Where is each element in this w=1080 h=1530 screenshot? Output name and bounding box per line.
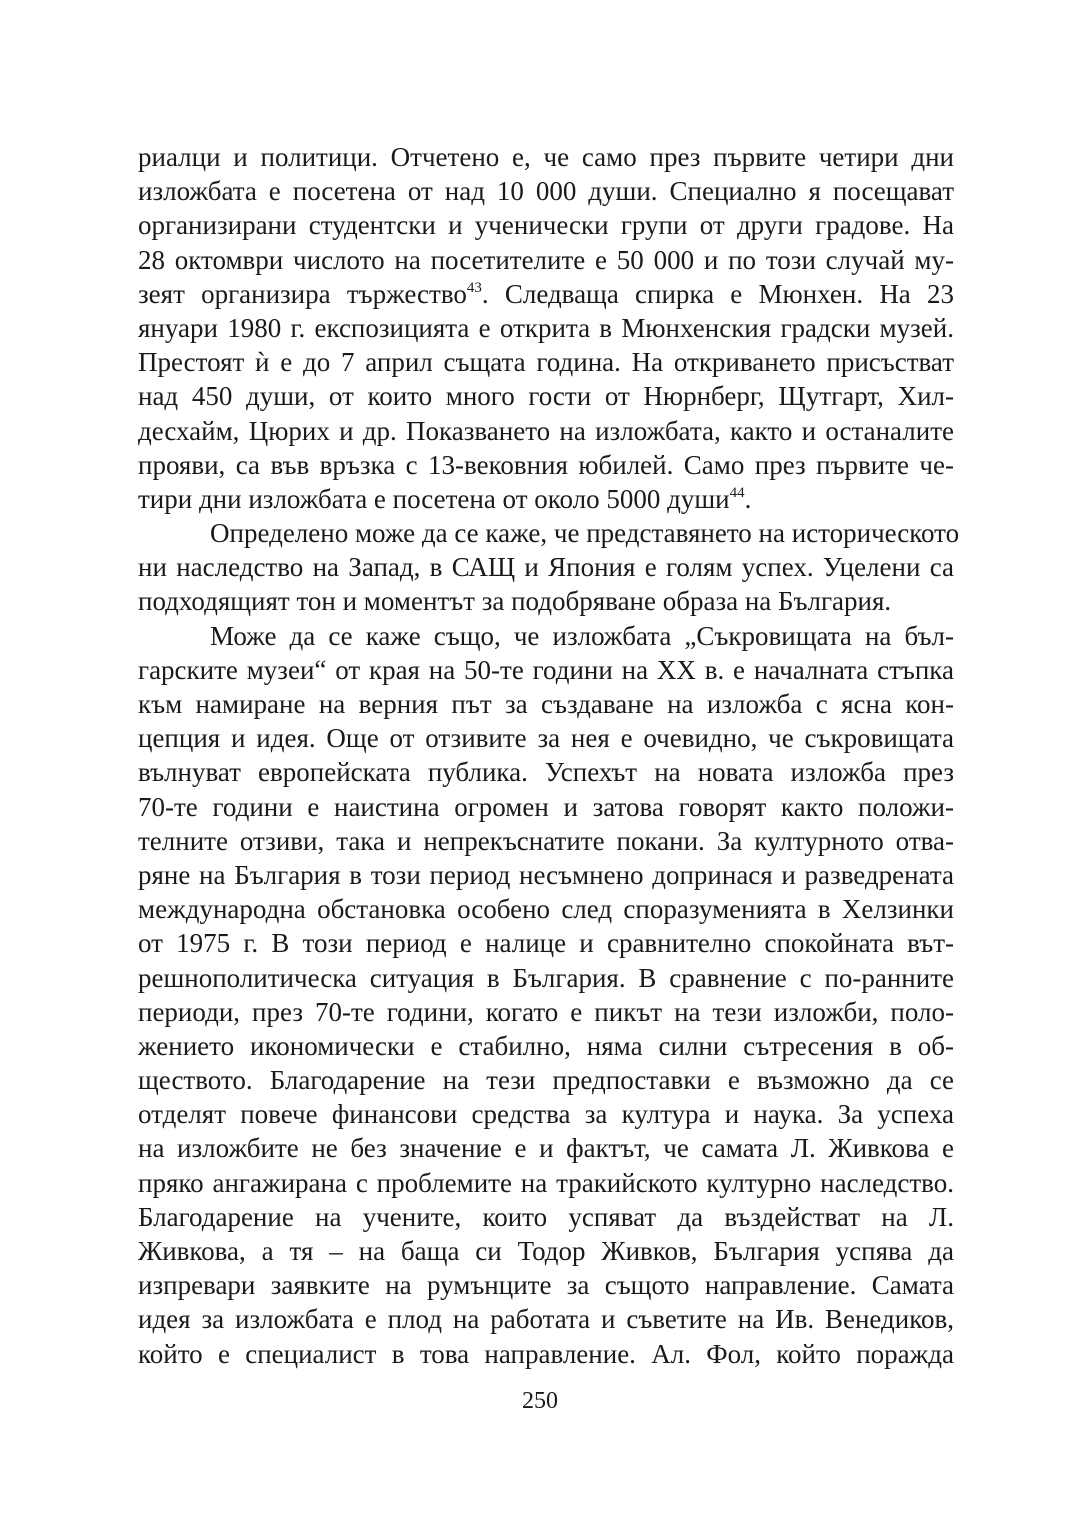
text-line: ни наследство на Запад, в САЩ и Япония е голям успех. Уцелени са — [138, 552, 954, 583]
text-line-with-footnote — [138, 277, 954, 311]
text-line-with-footnote — [138, 482, 954, 516]
text-line: решнополитическа ситуация в България. В сравнение с по-ранните — [138, 962, 954, 993]
text-line: прояви, са във връзка с 13-вековния юбилей. Само през първите че- — [138, 449, 954, 480]
text-line: 70-те години е наистина огромен и затова говорят както положи- — [138, 791, 954, 822]
text-line: който е специалист в това направление. Ал. Фол, който поражда — [138, 1338, 954, 1369]
text-line: отделят повече финансови средства за култура и наука. За успеха — [138, 1099, 954, 1130]
text-line: към намиране на верния път за създаване на изложба с ясна кон- — [138, 689, 954, 719]
text-line: международна обстановка особено след споразуменията в Хелзинки — [138, 894, 954, 925]
text-line: подходящият тон и моментът за подобряване образа на България. — [138, 586, 892, 617]
paragraph-1 — [138, 140, 954, 516]
text-line: на изложбите не без значение е и фактът, че самата Л. Живкова е — [138, 1133, 954, 1164]
text-line: Живкова, а тя – на баща си Тодор Живков, България успява да — [138, 1236, 954, 1266]
text-line: изложбата е посетена от над 10 000 души. Специално я посещават — [138, 176, 954, 207]
text-line: организирани студентски и ученически групи от други градове. На — [138, 210, 954, 241]
text-line: ществото. Благодарение на тези предпоставки е възможно да се — [138, 1065, 954, 1096]
text-line: десхайм, Цюрих и др. Показването на изложбата, както и останалите — [138, 415, 954, 446]
text-line: от 1975 г. В този период е налице и сравнително спокойната вът- — [138, 928, 954, 959]
text-line: пряко ангажирана с проблемите на тракийското културно наследство. — [138, 1167, 954, 1198]
page-number: 250 — [522, 1388, 558, 1414]
text-line: жението икономически е стабилно, няма силни сътресения в об- — [138, 1030, 954, 1061]
text-line: изпревари заявките на румънците за същото направление. Самата — [138, 1270, 954, 1301]
text-line: вълнуват европейската публика. Успехът на новата изложба през — [138, 757, 954, 788]
text-line: януари 1980 г. експозицията е открита в Мюнхенския градски музей. — [138, 312, 954, 343]
paragraph-2 — [138, 516, 960, 619]
text-line: 28 октомври числото на посетителите е 50 000 и по този случай му- — [138, 244, 954, 275]
text-line: Определено може да се каже, че представянето на историческото — [210, 518, 960, 549]
text-line: над 450 души, от които много гости от Нюрнберг, Щутгарт, Хил- — [138, 381, 954, 412]
text-line: ряне на България в този период несъмнено допринася и разведрената — [138, 859, 954, 890]
text-line: Благодарение на учените, които успяват да въздействат на Л. — [138, 1201, 954, 1232]
text-line: гарските музеи“ от края на 50-те години на XX в. е началната стъпка — [138, 654, 954, 685]
footnote-ref-44: 44 — [729, 484, 745, 501]
text-line: риалци и политици. Отчетено е, че само през първите четири дни — [138, 142, 954, 172]
paragraph-3 — [138, 619, 954, 1371]
text-line: периоди, през 70-те години, когато е пикът на тези изложби, поло- — [138, 996, 954, 1027]
line-text: . Следваща спирка е Мюнхен. На 23 — [481, 278, 954, 309]
text-line: телните отзиви, така и непрекъснатите покани. За културното отва- — [138, 825, 954, 856]
body-text — [138, 140, 960, 1371]
text-line: цепция и идея. Още от отзивите за нея е очевидно, че съкровищата — [138, 723, 954, 754]
text-line: идея за изложбата е плод на работата и съветите на Ив. Венедиков, — [138, 1304, 954, 1335]
footnote-ref-43: 43 — [466, 279, 482, 296]
line-text: тири дни изложбата е посетена от около 5000 души — [138, 483, 730, 514]
line-text: . — [744, 483, 752, 514]
line-text: зеят организира тържество — [138, 278, 467, 309]
text-line: Престоят ѝ е до 7 април същата година. На откриването присъстват — [138, 347, 954, 378]
text-line: Може да се каже също, че изложбата „Съкровищата на бъл- — [210, 620, 954, 651]
